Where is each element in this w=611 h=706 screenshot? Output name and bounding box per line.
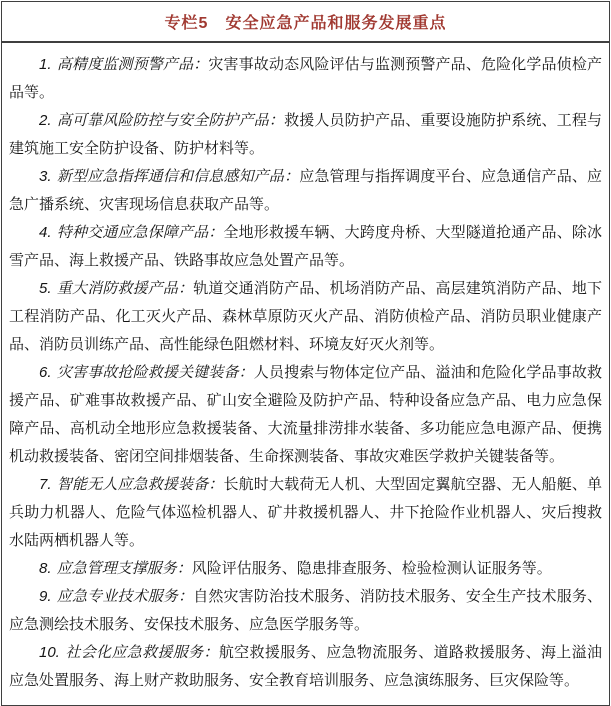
item-number: 10. [39,644,60,661]
item-label: 新型应急指挥通信和信息感知产品： [56,168,300,185]
item-label: 高精度监测预警产品： [56,56,209,73]
item-label: 特种交通应急保障产品： [56,224,224,241]
item-text: 风险评估服务、隐患排查服务、检验检测认证服务等。 [191,560,552,577]
list-item-1 [9,51,602,107]
item-label: 灾害事故抢险救援关键装备： [56,364,254,381]
list-item-3 [9,163,602,219]
item-number: 8. [39,560,52,577]
list-item-6 [9,359,602,471]
item-text: 航空救援服务、应急物流服务、道路救援服务、海上溢油应急处置服务、海上财产救助服务、安全教育培训服务、应急演练服务、巨灾保险等。 [9,644,602,689]
item-number: 6. [39,364,52,381]
item-number: 2. [39,112,52,129]
list-item-7 [9,471,602,555]
item-label: 应急专业技术服务： [56,588,194,605]
item-text: 轨道交通消防产品、机场消防产品、高层建筑消防产品、地下工程消防产品、化工灭火产品、森林草原防灭火产品、消防侦检产品、消防员职业健康产品、消防员训练产品、高性能绿色阻燃材料、环境友好灭火剂等。 [9,280,602,353]
list-item-9 [9,583,602,639]
column-body [1,43,610,706]
column-title-bar [1,1,610,43]
list-item-8 [9,555,602,583]
column-box [1,1,610,706]
item-label: 社会化应急救援服务： [65,644,219,661]
item-text: 全地形救援车辆、大跨度舟桥、大型隧道抢通产品、除冰雪产品、海上救援产品、铁路事故应急处置产品等。 [9,224,602,269]
item-text: 应急管理与指挥调度平台、应急通信产品、应急广播系统、灾害现场信息获取产品等。 [9,168,602,213]
item-number: 5. [39,280,52,297]
item-label: 应急管理支撑服务： [56,560,192,577]
item-text: 自然灾害防治技术服务、消防技术服务、安全生产技术服务、应急测绘技术服务、安保技术服务、应急医学服务等。 [9,588,602,633]
item-text: 人员搜索与物体定位产品、溢油和危险化学品事故救援产品、矿难事故救援产品、矿山安全避险及防护产品、特种设备应急产品、电力应急保障产品、高机动全地形应急救援装备、大流量排涝排水装备、多功能应急电源产品、便携机动救援装备、密闭空间排烟装备、生命探测装备、事故灾难医学救护关键装备等。 [9,364,602,465]
item-label: 重大消防救援产品： [56,280,194,297]
item-number: 4. [39,224,52,241]
item-label: 智能无人应急救援装备： [56,476,224,493]
item-text: 灾害事故动态风险评估与监测预警产品、危险化学品侦检产品等。 [9,56,602,101]
item-number: 7. [39,476,52,493]
list-item-2 [9,107,602,163]
item-label: 高可靠风险防控与安全防护产品： [56,112,285,129]
list-item-10 [9,639,602,695]
list-item-5 [9,275,602,359]
item-number: 9. [39,588,52,605]
list-item-4 [9,219,602,275]
item-number: 1. [39,56,52,73]
item-number: 3. [39,168,52,185]
column-title: 专栏5 安全应急产品和服务发展重点 [164,15,447,32]
item-text: 救援人员防护产品、重要设施防护系统、工程与建筑施工安全防护设备、防护材料等。 [9,112,602,157]
item-text: 长航时大载荷无人机、大型固定翼航空器、无人船艇、单兵助力机器人、危险气体巡检机器人、矿井救援机器人、井下抢险作业机器人、灾后搜救水陆两栖机器人等。 [9,476,602,549]
